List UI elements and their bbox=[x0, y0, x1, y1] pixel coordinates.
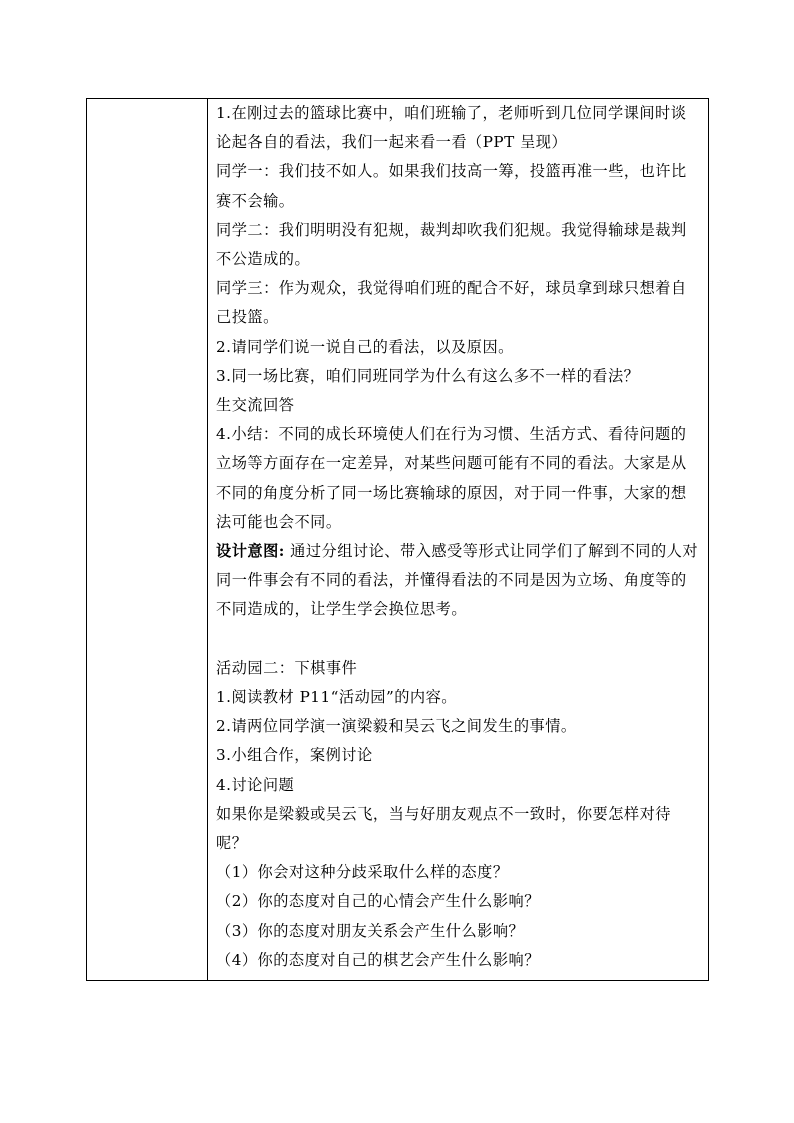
blank-line bbox=[216, 625, 702, 654]
step-3-question: 3.同一场比赛，咱们同班同学为什么有这么多不一样的看法？ bbox=[216, 366, 640, 385]
step-4-summary: 4.小结：不同的成长环境使人们在行为习惯、生活方式、看待问题的立场等方面存在一定差异，对某些问题可能有不同的看法。大家是从不同的角度分析了同一场比赛输球的原因，对于同一件事，大家的想法可能也会不同。 bbox=[216, 425, 687, 531]
activity2-step-4: 4.讨论问题 bbox=[216, 775, 295, 794]
student-three-view: 同学三：作为观众，我觉得咱们班的配合不好，球员拿到球只想着自己投篮。 bbox=[216, 279, 687, 327]
activity2-step-3: 3.小组合作，案例讨论 bbox=[216, 746, 373, 765]
design-intent-label: 设计意图: bbox=[216, 542, 285, 561]
lesson-table bbox=[86, 98, 709, 981]
student-one-view: 同学一：我们技不如人。如果我们技高一筹，投篮再准一些，也许比赛不会输。 bbox=[216, 162, 687, 210]
sub-question-2: （2）你的态度对自己的心情会产生什么影响？ bbox=[216, 892, 540, 911]
activity2-step-1: 1.阅读教材 P11“活动园”的内容。 bbox=[216, 688, 457, 707]
activity2-step-2: 2.请两位同学演一演梁毅和吴云飞之间发生的事情。 bbox=[216, 717, 577, 736]
design-intent-text: 通过分组讨论、带入感受等形式让同学们了解到不同的人对同一件事会有不同的看法，并懂得看法的不同是因为立场、角度等的不同造成的，让学生学会换位思考。 bbox=[216, 542, 699, 619]
sub-question-4: （4）你的态度对自己的棋艺会产生什么影响？ bbox=[216, 950, 540, 969]
design-intent bbox=[216, 537, 702, 625]
activity1-intro: 1.在刚过去的篮球比赛中，咱们班输了，老师听到几位同学课间时谈论起各自的看法，我们一起来看一看（PPT 呈现） bbox=[216, 104, 687, 152]
sub-question-3: （3）你的态度对朋友关系会产生什么影响？ bbox=[216, 921, 525, 940]
content-cell bbox=[208, 99, 708, 980]
step-2-share: 2.请同学们说一说自己的看法，以及原因。 bbox=[216, 337, 514, 356]
sub-question-1: （1）你会对这种分歧采取什么样的态度？ bbox=[216, 863, 509, 882]
discussion-question: 如果你是梁毅或吴云飞，当与好朋友观点不一致时，你要怎样对待呢？ bbox=[216, 804, 671, 853]
left-empty-cell bbox=[87, 99, 208, 980]
student-answer: 生交流回答 bbox=[216, 396, 295, 415]
activity2-title: 活动园二：下棋事件 bbox=[216, 658, 358, 677]
student-two-view: 同学二：我们明明没有犯规，裁判却吹我们犯规。我觉得输球是裁判不公造成的。 bbox=[216, 220, 687, 269]
